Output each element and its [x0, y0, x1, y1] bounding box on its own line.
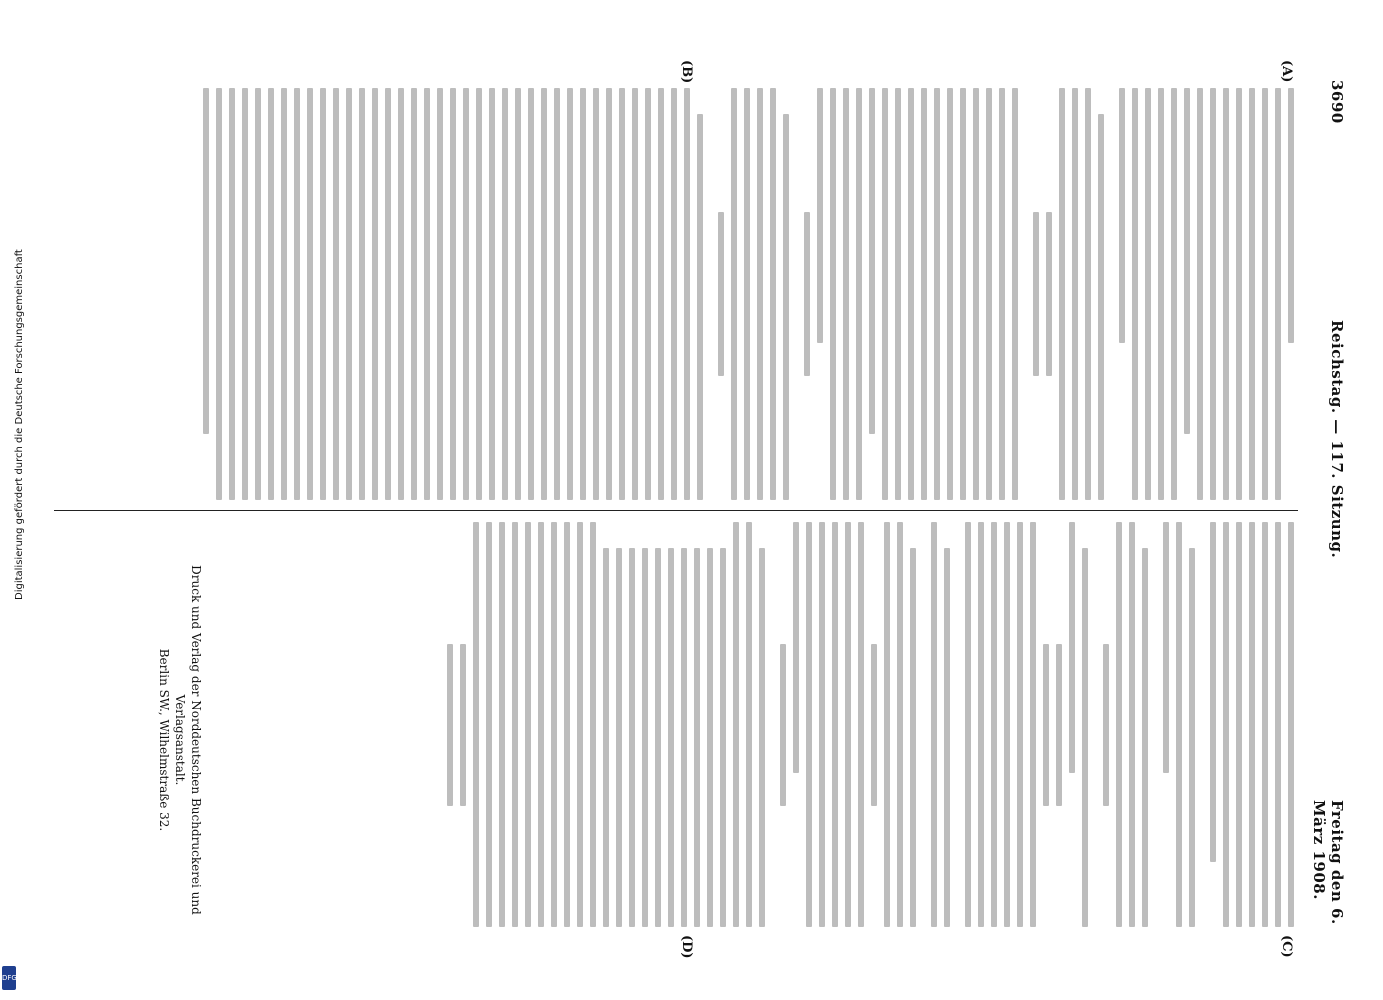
text-line — [1072, 88, 1078, 500]
text-line — [320, 88, 326, 500]
right-column-text — [254, 522, 1294, 927]
text-line — [590, 522, 596, 927]
text-line — [1197, 88, 1203, 500]
text-line — [528, 88, 534, 500]
text-line — [255, 88, 261, 500]
text-line — [1145, 88, 1151, 500]
text-line — [1043, 644, 1049, 806]
text-line — [1129, 522, 1135, 927]
text-line — [564, 522, 570, 927]
text-line — [632, 88, 638, 500]
text-line — [1262, 522, 1268, 927]
text-line — [1033, 212, 1039, 377]
printer-imprint — [156, 560, 204, 920]
text-line — [307, 88, 313, 500]
text-line — [1012, 88, 1018, 500]
text-line — [1288, 88, 1294, 343]
text-line — [856, 88, 862, 500]
text-line — [882, 88, 888, 500]
text-line — [832, 522, 838, 927]
text-line — [897, 522, 903, 927]
text-line — [744, 88, 750, 500]
text-line — [746, 522, 752, 927]
text-line — [512, 522, 518, 927]
text-line — [934, 88, 940, 500]
text-line — [965, 522, 971, 927]
text-line — [1119, 88, 1125, 343]
text-line — [580, 88, 586, 500]
text-line — [268, 88, 274, 500]
text-line — [793, 522, 799, 773]
text-line — [515, 88, 521, 500]
text-line — [770, 88, 776, 500]
text-line — [541, 88, 547, 500]
imprint-line-1: Druck und Verlag der Norddeutschen Buchdruckerei und Verlagsanstalt. — [173, 565, 203, 915]
text-line — [871, 644, 877, 806]
text-line — [780, 644, 786, 806]
text-line — [1184, 88, 1190, 434]
text-line — [858, 522, 864, 927]
imprint-line-2: Berlin SW., Wilhelmstraße 32. — [157, 648, 171, 832]
text-line — [447, 644, 453, 806]
margin-marker-c: (C) — [1279, 935, 1294, 958]
text-line — [437, 88, 443, 500]
text-line — [1171, 88, 1177, 500]
text-line — [921, 88, 927, 500]
text-line — [817, 88, 823, 343]
text-line — [694, 548, 700, 927]
text-line — [603, 548, 609, 927]
text-line — [819, 522, 825, 927]
text-line — [1056, 644, 1062, 806]
text-line — [229, 88, 235, 500]
text-line — [1189, 548, 1195, 927]
text-line — [944, 548, 950, 927]
text-line — [525, 522, 531, 927]
text-line — [385, 88, 391, 500]
text-line — [242, 88, 248, 500]
text-line — [1275, 88, 1281, 500]
text-line — [1223, 88, 1229, 500]
text-line — [1030, 522, 1036, 927]
text-line — [1249, 522, 1255, 927]
text-line — [1116, 522, 1122, 927]
text-line — [895, 88, 901, 500]
text-line — [1142, 548, 1148, 927]
text-line — [1098, 114, 1104, 500]
text-line — [783, 114, 789, 500]
text-line — [460, 644, 466, 806]
text-line — [960, 88, 966, 500]
text-line — [1249, 88, 1255, 500]
margin-marker-a: (A) — [1279, 60, 1294, 83]
column-divider — [54, 510, 1298, 511]
text-line — [473, 522, 479, 927]
text-line — [947, 88, 953, 500]
text-line — [1275, 522, 1281, 927]
text-line — [551, 522, 557, 927]
text-line — [845, 522, 851, 927]
text-line — [1046, 212, 1052, 377]
text-line — [806, 522, 812, 927]
text-line — [1004, 522, 1010, 927]
text-line — [281, 88, 287, 500]
scanned-page — [54, 0, 1354, 1000]
text-line — [577, 522, 583, 927]
text-line — [346, 88, 352, 500]
dfg-logo-icon: DFG — [2, 966, 16, 990]
text-line — [731, 88, 737, 500]
text-line — [759, 548, 765, 927]
text-line — [869, 88, 875, 434]
text-line — [671, 88, 677, 500]
text-line — [619, 88, 625, 500]
session-date: Freitag den 6. März 1908. — [1310, 800, 1346, 925]
text-line — [1059, 88, 1065, 500]
text-line — [486, 522, 492, 927]
margin-marker-b: (B) — [679, 60, 694, 84]
text-line — [1236, 522, 1242, 927]
text-line — [668, 548, 674, 927]
text-line — [1223, 522, 1229, 927]
text-line — [489, 88, 495, 500]
text-line — [538, 522, 544, 927]
text-line — [999, 88, 1005, 500]
text-line — [499, 522, 505, 927]
digitization-note: Digitalisierung gefördert durch die Deutsche Forschungsgemeinschaft — [14, 249, 25, 600]
text-line — [884, 522, 890, 927]
margin-marker-d: (D) — [679, 935, 694, 959]
text-line — [658, 88, 664, 500]
text-line — [843, 88, 849, 500]
text-line — [986, 88, 992, 500]
text-line — [908, 88, 914, 500]
text-line — [616, 548, 622, 927]
text-line — [359, 88, 365, 500]
text-line — [642, 548, 648, 927]
digitization-sidebar — [0, 0, 25, 1000]
text-line — [1069, 522, 1075, 773]
text-line — [294, 88, 300, 500]
text-line — [804, 212, 810, 377]
text-line — [757, 88, 763, 500]
text-line — [1132, 88, 1138, 500]
text-line — [1082, 548, 1088, 927]
text-line — [1210, 88, 1216, 500]
text-line — [1017, 522, 1023, 927]
text-line — [424, 88, 430, 500]
text-line — [203, 88, 209, 434]
text-line — [733, 522, 739, 927]
left-column-text — [54, 88, 1294, 500]
text-line — [1158, 88, 1164, 500]
text-line — [593, 88, 599, 500]
text-line — [333, 88, 339, 500]
text-line — [720, 548, 726, 927]
text-line — [707, 548, 713, 927]
page-header — [1310, 80, 1346, 940]
text-line — [681, 548, 687, 927]
text-line — [973, 88, 979, 500]
text-line — [1288, 522, 1294, 927]
text-line — [1103, 644, 1109, 806]
text-line — [411, 88, 417, 500]
text-line — [450, 88, 456, 500]
text-line — [567, 88, 573, 500]
text-line — [718, 212, 724, 377]
text-line — [978, 522, 984, 927]
text-line — [1085, 88, 1091, 500]
text-line — [1176, 522, 1182, 927]
text-line — [463, 88, 469, 500]
text-line — [476, 88, 482, 500]
text-line — [931, 522, 937, 927]
text-line — [398, 88, 404, 500]
text-line — [502, 88, 508, 500]
text-line — [1262, 88, 1268, 500]
text-line — [830, 88, 836, 500]
text-line — [216, 88, 222, 500]
text-line — [991, 522, 997, 927]
text-line — [655, 548, 661, 927]
text-line — [1236, 88, 1242, 500]
text-line — [629, 548, 635, 927]
text-line — [1210, 522, 1216, 862]
page-number: 3690 — [1328, 80, 1346, 124]
text-line — [910, 548, 916, 927]
text-line — [1163, 522, 1169, 773]
text-line — [372, 88, 378, 500]
text-line — [697, 114, 703, 500]
text-line — [645, 88, 651, 500]
text-line — [684, 88, 690, 500]
publication-title: Reichstag. — 117. Sitzung. — [1328, 320, 1346, 559]
text-line — [554, 88, 560, 500]
text-line — [606, 88, 612, 500]
